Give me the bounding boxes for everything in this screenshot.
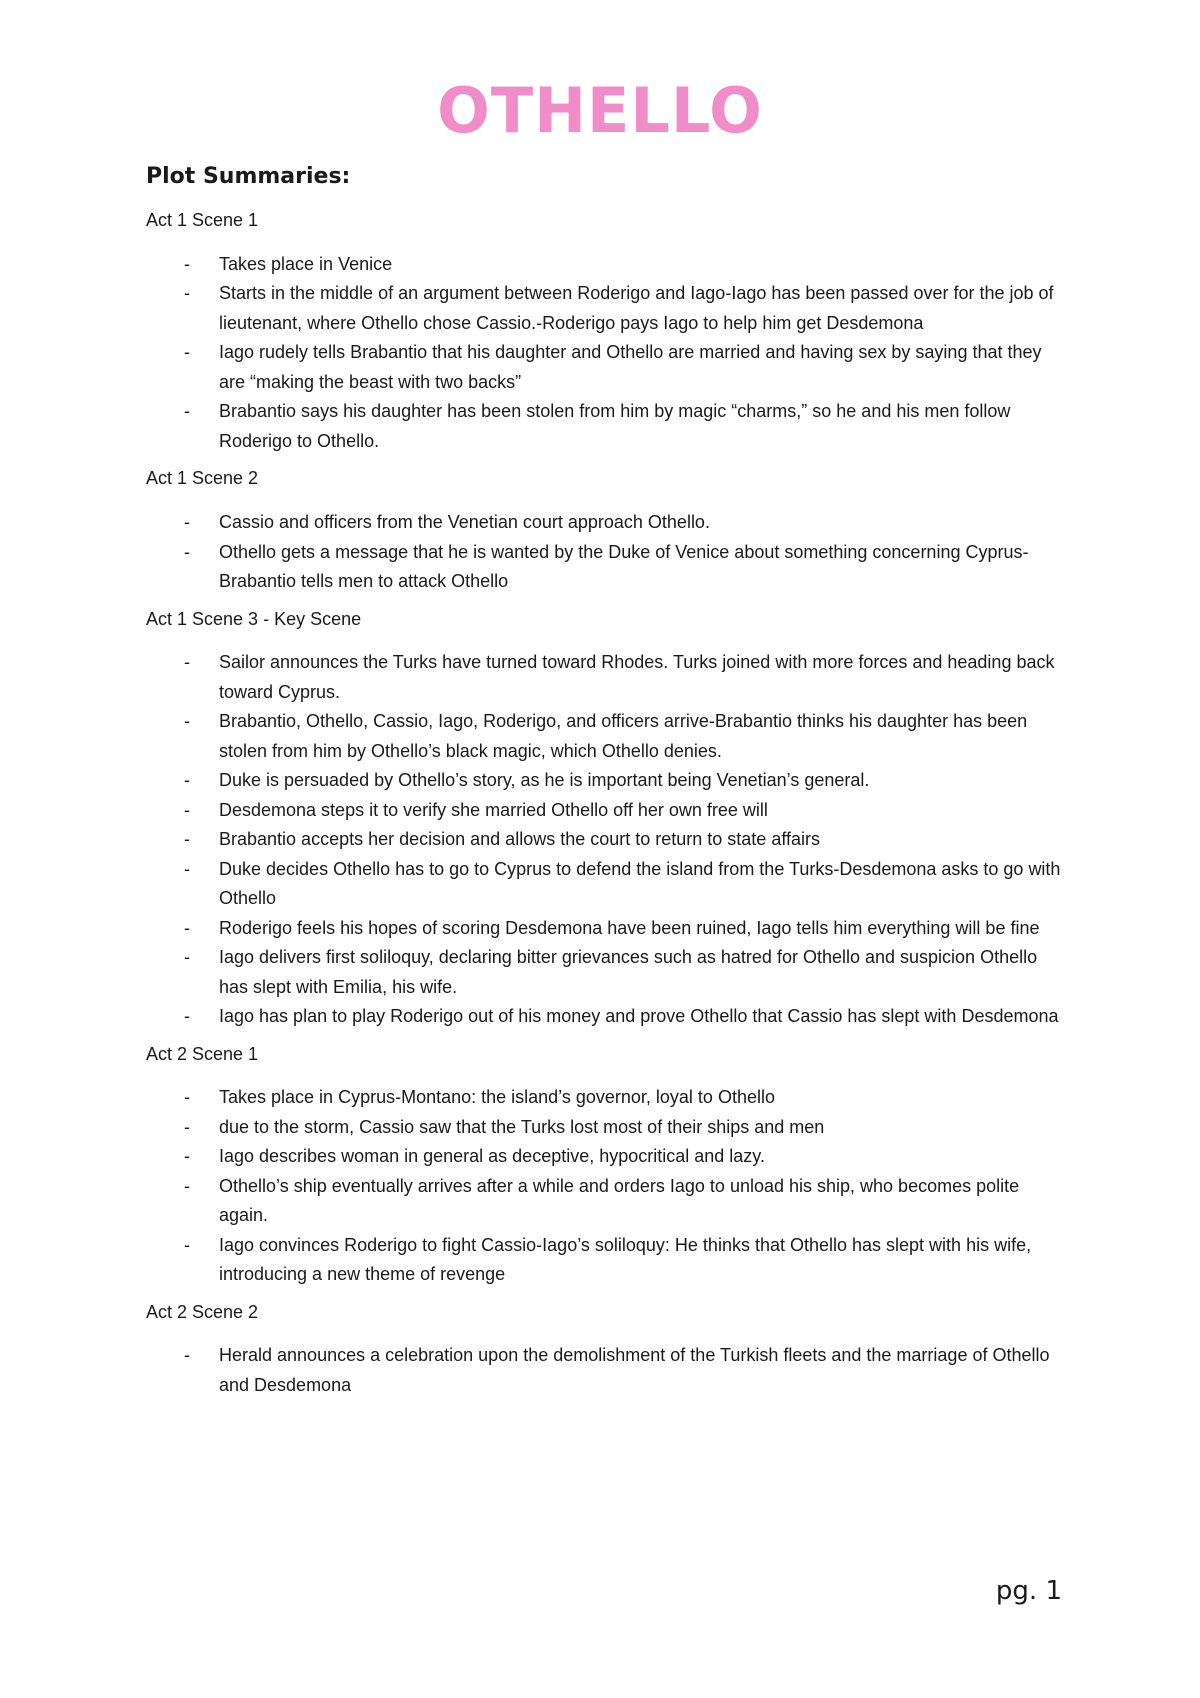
bullet-text: Brabantio says his daughter has been stolen from him by magic “charms,” so he and his men follow Roderigo to Othello. (219, 401, 1011, 451)
summary-bullet (146, 1002, 1066, 1032)
summary-bullet (146, 825, 1066, 855)
dash-bullet-marker: - (184, 770, 190, 791)
dash-bullet-marker: - (184, 1345, 190, 1366)
dash-bullet-marker: - (184, 1146, 190, 1167)
summary-bullet (146, 1113, 1066, 1143)
dash-bullet-marker: - (184, 829, 190, 850)
bullet-text: due to the storm, Cassio saw that the Turks lost most of their ships and men (219, 1116, 825, 1137)
summary-bullet (146, 796, 1066, 826)
summary-bullet (146, 1142, 1066, 1172)
dash-bullet-marker: - (184, 1116, 190, 1137)
summary-bullet (146, 508, 1066, 538)
scene-heading: Act 2 Scene 2 (146, 1301, 259, 1322)
bullet-text: Cassio and officers from the Venetian court approach Othello. (219, 512, 710, 533)
scene-summary-list (146, 508, 1066, 597)
scene-heading: Act 2 Scene 1 (146, 1043, 259, 1064)
scene-heading: Act 1 Scene 1 (146, 210, 259, 231)
bullet-text: Desdemona steps it to verify she married Othello off her own free will (219, 799, 768, 820)
bullet-text: Roderigo feels his hopes of scoring Desdemona have been ruined, Iago tells him everything will be fine (219, 917, 1040, 938)
bullet-text: Brabantio accepts her decision and allows the court to return to state affairs (219, 829, 821, 850)
dash-bullet-marker: - (184, 1006, 190, 1027)
document-body (146, 164, 1066, 1412)
bullet-text: Starts in the middle of an argument between Roderigo and Iago-Iago has been passed over for the job of lieutenant, where Othello chose Cassio.-Roderigo pays Iago to help him get Desdemona (219, 283, 1054, 333)
dash-bullet-marker: - (184, 711, 190, 732)
summary-bullet (146, 1083, 1066, 1113)
scene-summary-list (146, 1083, 1066, 1290)
scene-heading: Act 1 Scene 2 (146, 468, 259, 489)
dash-bullet-marker: - (184, 1175, 190, 1196)
document-title: OTHELLO (437, 74, 763, 147)
scene-summary-list (146, 1341, 1066, 1400)
page-number: pg. 1 (995, 1576, 1062, 1606)
scene-summary-list (146, 250, 1066, 457)
summary-bullet (146, 914, 1066, 944)
summary-bullet (146, 1341, 1066, 1400)
summary-bullet (146, 279, 1066, 338)
scene-sections (146, 210, 1066, 1400)
bullet-text: Takes place in Venice (219, 253, 393, 274)
dash-bullet-marker: - (184, 947, 190, 968)
dash-bullet-marker: - (184, 917, 190, 938)
bullet-text: Iago has plan to play Roderigo out of his money and prove Othello that Cassio has slept with Desdemona (219, 1006, 1059, 1027)
summary-bullet (146, 648, 1066, 707)
summary-bullet (146, 538, 1066, 597)
bullet-text: Iago rudely tells Brabantio that his daughter and Othello are married and having sex by saying that they are “making the beast with two backs” (219, 342, 1042, 392)
bullet-text: Herald announces a celebration upon the demolishment of the Turkish fleets and the marriage of Othello and Desdemona (219, 1345, 1050, 1395)
bullet-text: Takes place in Cyprus-Montano: the island’s governor, loyal to Othello (219, 1087, 775, 1108)
summary-bullet (146, 766, 1066, 796)
summary-bullet (146, 1172, 1066, 1231)
dash-bullet-marker: - (184, 799, 190, 820)
bullet-text: Brabantio, Othello, Cassio, Iago, Roderigo, and officers arrive-Brabantio thinks his daughter has been stolen from him by Othello’s black magic, which Othello denies. (219, 711, 1028, 761)
bullet-text: Sailor announces the Turks have turned toward Rhodes. Turks joined with more forces and heading back toward Cyprus. (219, 652, 1055, 702)
summary-bullet (146, 1231, 1066, 1290)
dash-bullet-marker: - (184, 512, 190, 533)
bullet-text: Duke is persuaded by Othello’s story, as he is important being Venetian’s general. (219, 770, 870, 791)
dash-bullet-marker: - (184, 342, 190, 363)
bullet-text: Othello gets a message that he is wanted by the Duke of Venice about something concerning Cyprus-Brabantio tells men to attack Othello (219, 541, 1029, 592)
summary-bullet (146, 338, 1066, 397)
summary-bullet (146, 855, 1066, 914)
bullet-text: Othello’s ship eventually arrives after a while and orders Iago to unload his ship, who becomes polite again. (219, 1175, 1020, 1226)
section-subtitle: Plot Summaries: (146, 164, 351, 189)
summary-bullet (146, 397, 1066, 456)
dash-bullet-marker: - (184, 652, 190, 673)
bullet-text: Iago delivers first soliloquy, declaring bitter grievances such as hatred for Othello and suspicion Othello has slept with Emilia, his wife. (219, 947, 1038, 997)
bullet-text: Duke decides Othello has to go to Cyprus to defend the island from the Turks-Desdemona asks to go with Othello (219, 858, 1061, 909)
dash-bullet-marker: - (184, 283, 190, 304)
scene-heading: Act 1 Scene 3 - Key Scene (146, 608, 362, 629)
bullet-text: Iago describes woman in general as deceptive, hypocritical and lazy. (219, 1146, 765, 1167)
scene-summary-list (146, 648, 1066, 1032)
dash-bullet-marker: - (184, 253, 190, 274)
dash-bullet-marker: - (184, 858, 190, 879)
dash-bullet-marker: - (184, 1087, 190, 1108)
dash-bullet-marker: - (184, 1234, 190, 1255)
summary-bullet (146, 707, 1066, 766)
dash-bullet-marker: - (184, 401, 190, 422)
summary-bullet (146, 943, 1066, 1002)
dash-bullet-marker: - (184, 541, 190, 562)
summary-bullet (146, 250, 1066, 280)
bullet-text: Iago convinces Roderigo to fight Cassio-Iago’s soliloquy: He thinks that Othello has slept with his wife, introducing a new theme of revenge (219, 1234, 1032, 1285)
